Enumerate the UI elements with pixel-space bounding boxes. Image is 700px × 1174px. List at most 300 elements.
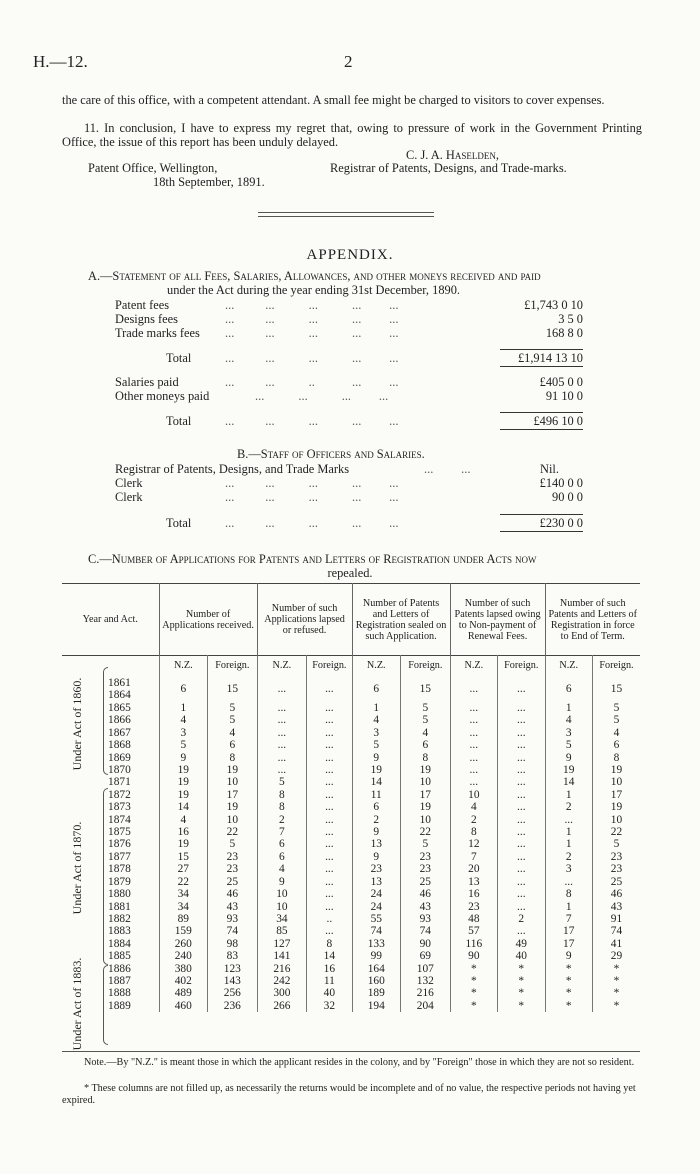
value-cell: 5 — [592, 702, 640, 714]
value-cell: ... — [307, 727, 352, 739]
year-cell: 1866 — [108, 714, 131, 727]
value-cell: 123 — [208, 963, 258, 975]
subheader-nz: N.Z. — [450, 656, 497, 677]
value-cell: * — [498, 1000, 545, 1012]
value-cell: 4 — [401, 727, 451, 739]
value-cell: 23 — [352, 863, 401, 875]
value-cell: 107 — [401, 963, 451, 975]
section-a-heading-continued: under the Act during the year ending 31st December, 1890. — [167, 283, 461, 297]
value-cell: ... — [307, 876, 352, 888]
value-cell: ... — [307, 863, 352, 875]
table-row — [62, 1000, 640, 1012]
value-cell: ... — [307, 814, 352, 826]
year-cell: 1870 — [108, 764, 131, 777]
value-cell: 32 — [307, 1000, 352, 1012]
table-row — [62, 752, 640, 764]
receipts-total-amount: £1,914 13 10 — [500, 349, 583, 367]
table-row — [62, 676, 640, 702]
subheader-foreign: Foreign. — [208, 656, 258, 677]
value-cell: 9 — [257, 876, 307, 888]
value-cell: 5 — [401, 702, 451, 714]
value-cell: 9 — [545, 950, 592, 962]
value-cell: 22 — [208, 826, 258, 838]
value-cell: * — [450, 1000, 497, 1012]
year-cell: 1885 — [108, 950, 131, 963]
year-cell: 1881 — [108, 900, 131, 913]
value-cell: 43 — [208, 901, 258, 913]
value-cell: 19 — [159, 776, 208, 788]
value-cell: 402 — [159, 975, 208, 987]
value-cell: 6 — [352, 676, 401, 702]
value-cell: ... — [498, 764, 545, 776]
value-cell: ... — [498, 863, 545, 875]
payments-total-label: Total — [166, 414, 192, 428]
value-cell: 19 — [159, 838, 208, 850]
value-cell: 6 — [352, 801, 401, 813]
table-row — [62, 776, 640, 788]
value-cell: 90 — [401, 938, 451, 950]
value-cell: 19 — [352, 764, 401, 776]
act-label-1883: Under Act of 1883. — [70, 957, 84, 1051]
value-cell: 13 — [450, 876, 497, 888]
year-cell: 1869 — [108, 751, 131, 764]
staff-total-label: Total — [166, 516, 192, 530]
subheader-nz: N.Z. — [257, 656, 307, 677]
value-cell: 4 — [159, 714, 208, 726]
leader-dots: ... ... ... ... ... — [225, 414, 399, 428]
value-cell: 10 — [401, 776, 451, 788]
value-cell: 22 — [159, 876, 208, 888]
subheader-foreign: Foreign. — [592, 656, 640, 677]
value-cell: ... — [257, 739, 307, 751]
value-cell: 9 — [352, 826, 401, 838]
value-cell: 19 — [545, 764, 592, 776]
value-cell: 19 — [401, 801, 451, 813]
value-cell: 9 — [352, 851, 401, 863]
value-cell: * — [498, 975, 545, 987]
year-cell: 1872 — [108, 788, 131, 801]
value-cell: 4 — [592, 727, 640, 739]
value-cell: 10 — [208, 814, 258, 826]
value-cell: 14 — [307, 950, 352, 962]
value-cell: 22 — [401, 826, 451, 838]
brace-act-1883 — [103, 965, 108, 1045]
value-cell: 240 — [159, 950, 208, 962]
value-cell: 5 — [352, 739, 401, 751]
receipts-total-label: Total — [166, 351, 192, 365]
value-cell: ... — [498, 901, 545, 913]
value-cell: 5 — [592, 838, 640, 850]
value-cell: 2 — [257, 814, 307, 826]
note-columns-not-filled: * These columns are not filled up, as necessarily the returns would be incomplete and of no value, the respective periods not having yet expired. — [62, 1083, 636, 1106]
value-cell: ... — [498, 714, 545, 726]
brace-act-1860 — [103, 667, 108, 775]
value-cell: 46 — [208, 888, 258, 900]
value-cell: 34 — [257, 913, 307, 925]
staff-amount: 90 0 0 — [552, 490, 583, 504]
value-cell: ... — [450, 739, 497, 751]
year-cell: 1871 — [108, 776, 131, 789]
value-cell: 74 — [352, 925, 401, 937]
value-cell: 3 — [159, 727, 208, 739]
value-cell: 116 — [450, 938, 497, 950]
value-cell: 236 — [208, 1000, 258, 1012]
office-location: Patent Office, Wellington, — [88, 161, 218, 175]
year-cell: 1878 — [108, 863, 131, 876]
value-cell: 3 — [545, 863, 592, 875]
value-cell: 15 — [208, 676, 258, 702]
document-reference: H.—12. — [33, 52, 88, 71]
receipt-amount: 168 8 0 — [545, 326, 583, 340]
value-cell: * — [450, 987, 497, 999]
value-cell: 4 — [545, 714, 592, 726]
leader-dots: ... ... ... ... ... — [225, 476, 399, 490]
value-cell: 6 — [545, 676, 592, 702]
payment-label: Other moneys paid — [115, 389, 210, 403]
leader-dots: ... ... ... ... ... — [225, 516, 399, 530]
year-cell: 1868 — [108, 739, 131, 752]
value-cell: 24 — [352, 901, 401, 913]
value-cell: 16 — [307, 963, 352, 975]
value-cell: ... — [498, 752, 545, 764]
subheader-nz: N.Z. — [159, 656, 208, 677]
value-cell: 85 — [257, 925, 307, 937]
year-cell: 1883 — [108, 925, 131, 938]
value-cell: 27 — [159, 863, 208, 875]
subheader-foreign: Foreign. — [307, 656, 352, 677]
value-cell: ... — [307, 838, 352, 850]
value-cell: 12 — [450, 838, 497, 850]
value-cell: 23 — [592, 863, 640, 875]
value-cell: 216 — [257, 963, 307, 975]
value-cell: 15 — [401, 676, 451, 702]
value-cell: 25 — [401, 876, 451, 888]
value-cell: 10 — [401, 814, 451, 826]
payment-label: Salaries paid — [115, 375, 179, 389]
value-cell: ... — [545, 876, 592, 888]
value-cell: 43 — [592, 901, 640, 913]
table-row — [62, 987, 640, 999]
column-header-sealed: Number of Patents and Letters of Registration sealed on such Application. — [352, 584, 450, 656]
value-cell: 13 — [352, 838, 401, 850]
value-cell: 13 — [352, 876, 401, 888]
value-cell: ... — [257, 676, 307, 702]
value-cell: ... — [498, 739, 545, 751]
paragraph-care-of-office: the care of this office, with a competent attendant. A small fee might be charged to visitors to cover expenses. — [62, 93, 605, 107]
leader-dots: ... ... ... ... ... — [225, 490, 399, 504]
value-cell: 10 — [257, 888, 307, 900]
value-cell: ... — [307, 888, 352, 900]
value-cell: 40 — [498, 950, 545, 962]
year-cell: 1889 — [108, 999, 131, 1012]
value-cell: 260 — [159, 938, 208, 950]
table-row — [62, 727, 640, 739]
value-cell: ... — [450, 727, 497, 739]
year-cell: 1875 — [108, 826, 131, 839]
value-cell: ... — [450, 714, 497, 726]
value-cell: 133 — [352, 938, 401, 950]
table-row — [62, 838, 640, 850]
value-cell: 19 — [592, 764, 640, 776]
value-cell: 99 — [352, 950, 401, 962]
value-cell: 5 — [592, 714, 640, 726]
value-cell: ... — [257, 752, 307, 764]
value-cell: ... — [498, 826, 545, 838]
table-row — [62, 814, 640, 826]
value-cell: 23 — [208, 863, 258, 875]
value-cell: 5 — [208, 702, 258, 714]
act-label-1870: Under Act of 1870. — [70, 821, 84, 915]
paragraph-conclusion: 11. In conclusion, I have to express my regret that, owing to pressure of work in the Government Printing Office, the issue of this report has been unduly delayed. — [62, 121, 642, 149]
value-cell: 5 — [208, 714, 258, 726]
table-row — [62, 950, 640, 962]
year-cell: 1861 1864 — [108, 676, 131, 701]
act-label-1860: Under Act of 1860. — [70, 677, 84, 771]
value-cell: ... — [257, 714, 307, 726]
value-cell: 11 — [352, 789, 401, 801]
year-cell: 1882 — [108, 912, 131, 925]
value-cell: 6 — [257, 838, 307, 850]
value-cell: 93 — [208, 913, 258, 925]
value-cell: 164 — [352, 963, 401, 975]
leader-dots: ... ... ... ... ... — [225, 326, 399, 340]
value-cell: ... — [498, 888, 545, 900]
value-cell: 25 — [208, 876, 258, 888]
value-cell: 8 — [257, 789, 307, 801]
value-cell: 4 — [208, 727, 258, 739]
value-cell: 15 — [159, 851, 208, 863]
leader-dots: ... ... ... ... ... — [225, 298, 399, 312]
value-cell: 19 — [208, 764, 258, 776]
value-cell: 6 — [159, 676, 208, 702]
value-cell: 7 — [545, 913, 592, 925]
value-cell: 89 — [159, 913, 208, 925]
value-cell: 25 — [592, 876, 640, 888]
value-cell: 2 — [545, 851, 592, 863]
value-cell: 5 — [208, 838, 258, 850]
value-cell: * — [545, 1000, 592, 1012]
value-cell: 15 — [592, 676, 640, 702]
receipt-amount: 3 5 0 — [558, 312, 583, 326]
report-date: 18th September, 1891. — [153, 175, 265, 189]
value-cell: * — [545, 963, 592, 975]
receipt-label: Designs fees — [115, 312, 178, 326]
subheader-row — [62, 656, 640, 677]
value-cell: * — [592, 975, 640, 987]
appendix-title: APPENDIX. — [306, 247, 394, 263]
subheader-foreign: Foreign. — [401, 656, 451, 677]
year-cell: 1879 — [108, 875, 131, 888]
value-cell: ... — [498, 925, 545, 937]
value-cell: 40 — [307, 987, 352, 999]
value-cell: ... — [498, 727, 545, 739]
value-cell: ... — [307, 851, 352, 863]
section-a-heading: A.—Statement of all Fees, Salaries, Allowances, and other moneys received and paid — [88, 269, 541, 283]
value-cell: 6 — [401, 739, 451, 751]
value-cell: 9 — [352, 752, 401, 764]
value-cell: ... — [498, 801, 545, 813]
value-cell: 159 — [159, 925, 208, 937]
value-cell: ... — [498, 776, 545, 788]
value-cell: ... — [257, 702, 307, 714]
value-cell: 23 — [401, 863, 451, 875]
value-cell: ... — [307, 739, 352, 751]
table-bottom-rule — [62, 1051, 640, 1052]
leader-dots: ... ... ... ... ... — [225, 351, 399, 365]
payments-total-amount: £496 10 0 — [500, 412, 583, 430]
table-row — [62, 888, 640, 900]
column-header-in-force: Number of such Patents and Letters of Registration in force to End of Term. — [545, 584, 640, 656]
value-cell: 16 — [159, 826, 208, 838]
value-cell: 3 — [545, 727, 592, 739]
value-cell: 8 — [592, 752, 640, 764]
year-cell: 1873 — [108, 801, 131, 814]
value-cell: 2 — [450, 814, 497, 826]
value-cell: 43 — [401, 901, 451, 913]
value-cell: 10 — [257, 901, 307, 913]
leader-dots: ... ... — [424, 462, 471, 476]
section-divider-bottom — [258, 216, 434, 217]
value-cell: 10 — [208, 776, 258, 788]
section-c-heading: C.—Number of Applications for Patents and Letters of Registration under Acts now — [88, 552, 537, 566]
value-cell: 19 — [159, 764, 208, 776]
value-cell: ... — [307, 789, 352, 801]
value-cell: 22 — [592, 826, 640, 838]
year-cell: 1865 — [108, 702, 131, 714]
staff-amount: £140 0 0 — [539, 476, 583, 490]
value-cell: 23 — [208, 851, 258, 863]
value-cell: 5 — [545, 739, 592, 751]
value-cell: 17 — [545, 925, 592, 937]
value-cell: 4 — [257, 863, 307, 875]
column-header-year-act: Year and Act. — [82, 614, 138, 625]
value-cell: ... — [498, 676, 545, 702]
value-cell: 5 — [401, 838, 451, 850]
value-cell: 380 — [159, 963, 208, 975]
table-row — [62, 938, 640, 950]
value-cell: 132 — [401, 975, 451, 987]
year-cell: 1877 — [108, 850, 131, 863]
table-row — [62, 789, 640, 801]
column-header-applications-received: Number of Applications received. — [159, 584, 257, 656]
value-cell: 74 — [401, 925, 451, 937]
value-cell: 14 — [545, 776, 592, 788]
table-row — [62, 913, 640, 925]
subheader-foreign: Foreign. — [498, 656, 545, 677]
value-cell: 29 — [592, 950, 640, 962]
value-cell: 57 — [450, 925, 497, 937]
leader-dots: ... ... .. ... ... — [225, 375, 399, 389]
leader-dots: ... ... ... ... ... — [225, 312, 399, 326]
value-cell: 1 — [545, 901, 592, 913]
value-cell: ... — [450, 776, 497, 788]
value-cell: ... — [307, 925, 352, 937]
section-divider-top — [258, 212, 434, 213]
value-cell: ... — [498, 814, 545, 826]
table-row — [62, 702, 640, 714]
year-cell: 1884 — [108, 937, 131, 950]
year-cell: 1886 — [108, 962, 131, 975]
value-cell: 1 — [159, 702, 208, 714]
value-cell: 19 — [208, 801, 258, 813]
value-cell: 74 — [208, 925, 258, 937]
value-cell: 216 — [401, 987, 451, 999]
value-cell: 242 — [257, 975, 307, 987]
value-cell: 4 — [159, 814, 208, 826]
value-cell: 6 — [592, 739, 640, 751]
value-cell: 204 — [401, 1000, 451, 1012]
applications-table — [62, 583, 640, 1012]
value-cell: 5 — [159, 739, 208, 751]
table-row — [62, 714, 640, 726]
value-cell: 1 — [545, 789, 592, 801]
table-row — [62, 863, 640, 875]
table-row — [62, 739, 640, 751]
value-cell: 5 — [257, 776, 307, 788]
year-cell: 1887 — [108, 974, 131, 987]
value-cell: * — [592, 1000, 640, 1012]
value-cell: 17 — [592, 789, 640, 801]
value-cell: 189 — [352, 987, 401, 999]
value-cell: 6 — [257, 851, 307, 863]
value-cell: 489 — [159, 987, 208, 999]
value-cell: ... — [307, 764, 352, 776]
value-cell: 48 — [450, 913, 497, 925]
value-cell: 1 — [545, 838, 592, 850]
value-cell: * — [498, 987, 545, 999]
table-row — [62, 925, 640, 937]
value-cell: 19 — [401, 764, 451, 776]
value-cell: ... — [450, 702, 497, 714]
value-cell: 20 — [450, 863, 497, 875]
table-row — [62, 851, 640, 863]
value-cell: 7 — [450, 851, 497, 863]
staff-label: Registrar of Patents, Designs, and Trade Marks — [115, 462, 350, 476]
value-cell: 266 — [257, 1000, 307, 1012]
value-cell: 14 — [352, 776, 401, 788]
value-cell: 17 — [208, 789, 258, 801]
payment-amount: 91 10 0 — [545, 389, 583, 403]
value-cell: 93 — [401, 913, 451, 925]
value-cell: * — [498, 963, 545, 975]
value-cell: 49 — [498, 938, 545, 950]
value-cell: ... — [257, 727, 307, 739]
staff-label: Clerk — [115, 490, 143, 504]
value-cell: 17 — [545, 938, 592, 950]
value-cell: 41 — [592, 938, 640, 950]
value-cell: 141 — [257, 950, 307, 962]
value-cell: 256 — [208, 987, 258, 999]
value-cell: 9 — [545, 752, 592, 764]
value-cell: 9 — [159, 752, 208, 764]
value-cell: 194 — [352, 1000, 401, 1012]
value-cell: ... — [307, 776, 352, 788]
table-row — [62, 764, 640, 776]
value-cell: 55 — [352, 913, 401, 925]
value-cell: 4 — [450, 801, 497, 813]
value-cell: ... — [307, 801, 352, 813]
subheader-nz: N.Z. — [352, 656, 401, 677]
value-cell: 8 — [307, 938, 352, 950]
value-cell: 91 — [592, 913, 640, 925]
value-cell: 19 — [159, 789, 208, 801]
value-cell: 23 — [450, 901, 497, 913]
year-cell: 1876 — [108, 838, 131, 851]
section-c-heading-continued: repealed. — [327, 566, 373, 580]
value-cell: 2 — [352, 814, 401, 826]
receipt-amount: £1,743 0 10 — [524, 298, 583, 312]
value-cell: 46 — [401, 888, 451, 900]
